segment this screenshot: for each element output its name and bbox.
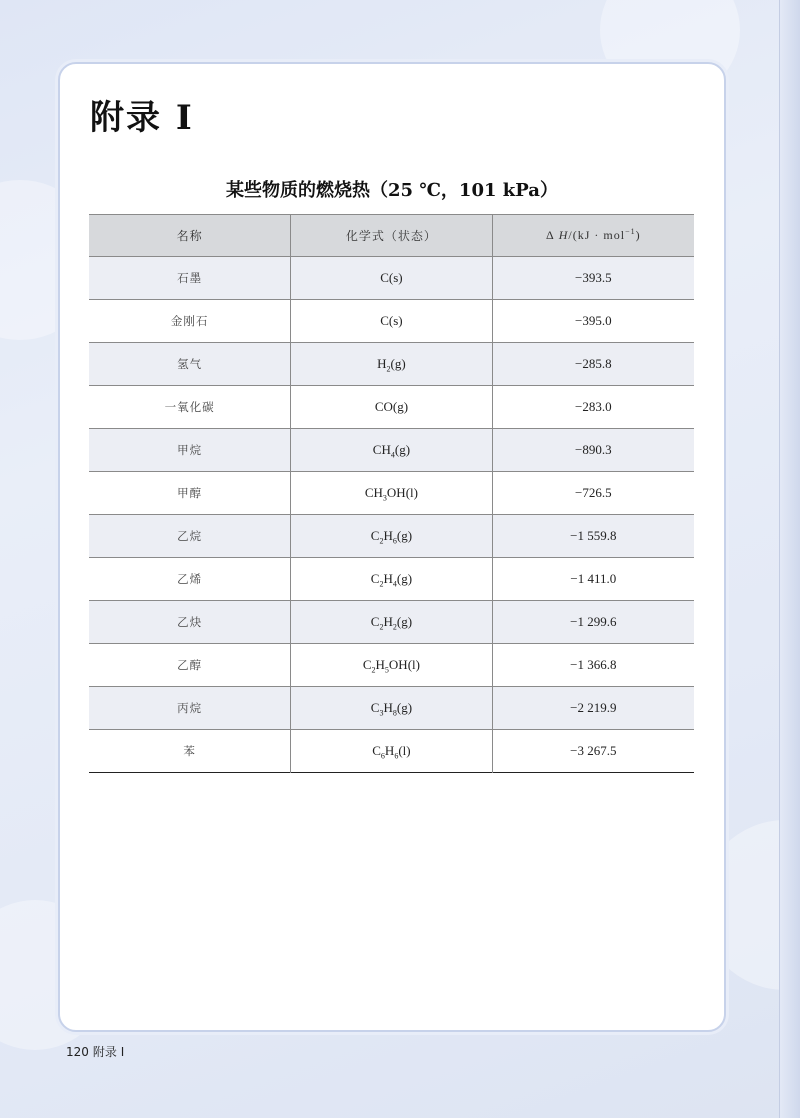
header-unit-exponent: −1 — [625, 227, 636, 236]
formula-text: H — [377, 356, 387, 371]
formula-text: OH(l) — [388, 657, 420, 672]
formula-text: C — [370, 571, 380, 586]
header-h-symbol: H — [558, 228, 569, 242]
table-row — [89, 644, 694, 687]
formula-subscript: 3 — [379, 708, 384, 718]
formula-text: H — [375, 657, 385, 672]
cell-chemical-formula — [291, 257, 492, 300]
table-row — [89, 472, 694, 515]
cell-substance-name: 甲醇 — [89, 472, 291, 515]
formula-subscript: 2 — [371, 665, 376, 675]
cell-chemical-formula — [291, 472, 492, 515]
formula-subscript: 3 — [382, 493, 387, 503]
cell-enthalpy-value: −393.5 — [492, 257, 694, 300]
cell-chemical-formula — [291, 644, 492, 687]
formula-text: H — [383, 614, 393, 629]
cell-chemical-formula — [291, 515, 492, 558]
table-title: 某些物质的燃烧热（25 ℃，101 kPa） — [226, 180, 558, 201]
cell-substance-name: 乙醇 — [89, 644, 291, 687]
formula-text: (g) — [396, 571, 413, 586]
cell-chemical-formula — [291, 601, 492, 644]
formula-text: CH — [372, 442, 391, 457]
cell-enthalpy-value: −1 366.8 — [492, 644, 694, 687]
formula-text: C — [372, 743, 381, 758]
cell-substance-name: 金刚石 — [89, 300, 291, 343]
formula-subscript: 2 — [379, 579, 384, 589]
header-formula: 化学式（状态） — [291, 215, 492, 257]
cell-enthalpy-value: −3 267.5 — [492, 730, 694, 773]
cell-substance-name: 石墨 — [89, 257, 291, 300]
formula-text: (g) — [394, 442, 411, 457]
page-edge-strip — [779, 0, 800, 1118]
table-row — [89, 558, 694, 601]
formula-text: H — [383, 700, 393, 715]
page-title: 附录 I — [90, 98, 194, 138]
cell-substance-name: 乙烯 — [89, 558, 291, 601]
cell-chemical-formula — [291, 429, 492, 472]
header-delta: Δ — [546, 228, 555, 242]
page-number: 120 — [66, 1045, 89, 1059]
table-row — [89, 601, 694, 644]
formula-subscript: 5 — [384, 665, 389, 675]
cell-enthalpy-value: −890.3 — [492, 429, 694, 472]
formula-text: H — [383, 528, 393, 543]
header-unit-close: ) — [635, 228, 641, 242]
formula-text: C(s) — [380, 270, 403, 285]
cell-substance-name: 丙烷 — [89, 687, 291, 730]
formula-subscript: 2 — [386, 364, 391, 374]
combustion-heat-table — [89, 214, 694, 773]
formula-subscript: 2 — [379, 622, 384, 632]
formula-subscript: 2 — [379, 536, 384, 546]
header-enthalpy — [492, 215, 694, 257]
formula-text: H — [383, 571, 393, 586]
formula-subscript: 2 — [392, 622, 397, 632]
formula-text: (g) — [396, 614, 413, 629]
formula-subscript: 4 — [392, 579, 397, 589]
cell-substance-name: 一氧化碳 — [89, 386, 291, 429]
table-row — [89, 386, 694, 429]
formula-text: (g) — [396, 700, 413, 715]
table-row — [89, 730, 694, 773]
cell-substance-name: 苯 — [89, 730, 291, 773]
cell-chemical-formula — [291, 343, 492, 386]
cell-substance-name: 甲烷 — [89, 429, 291, 472]
formula-subscript: 8 — [392, 708, 397, 718]
cell-chemical-formula — [291, 386, 492, 429]
formula-subscript: 6 — [394, 751, 399, 761]
formula-text: OH(l) — [386, 485, 418, 500]
cell-substance-name: 乙炔 — [89, 601, 291, 644]
table-row — [89, 429, 694, 472]
page-footer — [66, 1043, 124, 1060]
cell-enthalpy-value: −726.5 — [492, 472, 694, 515]
formula-subscript: 4 — [390, 450, 395, 460]
formula-text: C — [370, 700, 380, 715]
cell-chemical-formula — [291, 558, 492, 601]
cell-enthalpy-value: −2 219.9 — [492, 687, 694, 730]
cell-enthalpy-value: −1 559.8 — [492, 515, 694, 558]
formula-text: C — [370, 614, 380, 629]
cell-chemical-formula — [291, 300, 492, 343]
table-row — [89, 257, 694, 300]
formula-text: (g) — [390, 356, 406, 371]
cell-enthalpy-value: −1 411.0 — [492, 558, 694, 601]
cell-chemical-formula — [291, 730, 492, 773]
header-unit: /(kJ · mol — [568, 228, 626, 242]
formula-text: CO(g) — [374, 399, 409, 414]
cell-enthalpy-value: −283.0 — [492, 386, 694, 429]
table-row — [89, 300, 694, 343]
formula-text: C(s) — [380, 313, 403, 328]
content-card — [58, 62, 726, 1032]
formula-subscript: 6 — [380, 751, 385, 761]
table-body — [89, 257, 694, 773]
footer-label: 附录 I — [92, 1045, 125, 1059]
table-row — [89, 343, 694, 386]
cell-enthalpy-value: −1 299.6 — [492, 601, 694, 644]
cell-enthalpy-value: −395.0 — [492, 300, 694, 343]
cell-enthalpy-value: −285.8 — [492, 343, 694, 386]
table-row — [89, 515, 694, 558]
formula-subscript: 6 — [392, 536, 397, 546]
table-row — [89, 687, 694, 730]
formula-text: C — [362, 657, 372, 672]
cell-chemical-formula — [291, 687, 492, 730]
cell-substance-name: 氢气 — [89, 343, 291, 386]
table-header-row — [89, 215, 694, 257]
formula-text: (g) — [396, 528, 413, 543]
formula-text: CH — [364, 485, 383, 500]
cell-substance-name: 乙烷 — [89, 515, 291, 558]
formula-text: H — [384, 743, 395, 758]
header-name: 名称 — [89, 215, 291, 257]
formula-text: (l) — [398, 743, 411, 758]
formula-text: C — [370, 528, 380, 543]
